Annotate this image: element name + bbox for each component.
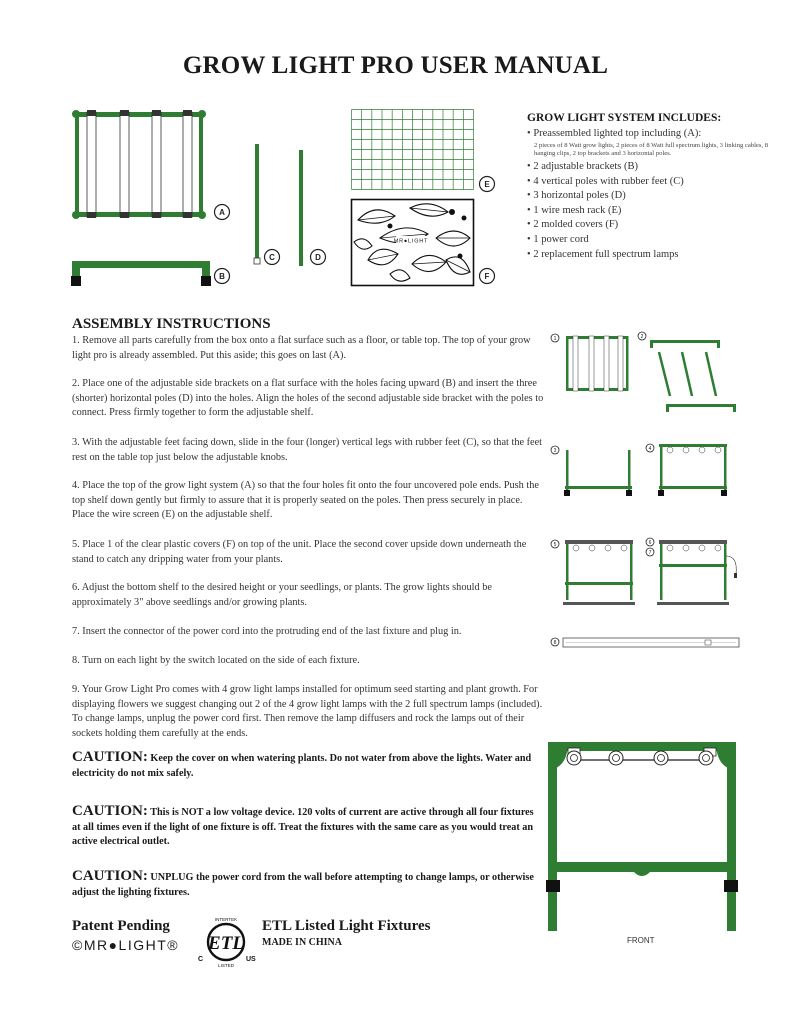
step-2-diagram bbox=[638, 332, 736, 412]
part-f-label: F bbox=[484, 272, 490, 281]
part-b-label: B bbox=[219, 272, 225, 281]
etl-listed-title: ETL Listed Light Fixtures bbox=[262, 918, 431, 934]
step-1: 1. Remove all parts carefully from the box onto a flat surface such as a floor, or table top. The top of your grow light pro is already assembled. Put this aside; this goes on last (A). bbox=[72, 335, 531, 361]
includes-item: • 1 wire mesh rack (E) bbox=[527, 204, 777, 219]
part-f-illustration bbox=[350, 198, 500, 290]
etl-center: ETL bbox=[208, 933, 244, 954]
part-a-label: A bbox=[219, 208, 225, 217]
etl-top: INTERTEK bbox=[214, 917, 238, 922]
cover-brand-text: MR●LIGHT bbox=[393, 238, 429, 245]
step-4: 4. Place the top of the grow light system (A) so that the four holes fit onto the four uncovered pole ends. Push the top shelf down gently but firmly to assure that it is properly seated on the poles. Then press securely in place. Place the wire screen (E) on the adjustable shelf. bbox=[72, 480, 539, 521]
made-in-text: MADE IN CHINA bbox=[262, 937, 342, 948]
page-title: GROW LIGHT PRO USER MANUAL bbox=[182, 52, 609, 79]
caution-word: CAUTION: bbox=[72, 868, 148, 884]
etl-listed-mark bbox=[196, 914, 260, 972]
assembly-heading: ASSEMBLY INSTRUCTIONS bbox=[72, 316, 271, 332]
step-6-7-diagram bbox=[646, 538, 737, 605]
front-label: FRONT bbox=[627, 936, 655, 945]
includes-item: • 4 vertical poles with rubber feet (C) bbox=[527, 175, 777, 190]
caution-1 bbox=[72, 750, 542, 781]
part-c-label: C bbox=[269, 253, 275, 262]
includes-item: • 2 molded covers (F) bbox=[527, 218, 777, 233]
includes-item: • 2 adjustable brackets (B) bbox=[527, 160, 777, 175]
part-e-illustration bbox=[350, 108, 500, 198]
brand-logo-text: ©MR●LIGHT® bbox=[72, 937, 180, 953]
caution-text: UNPLUG the power cord from the wall before attempting to change lamps, or otherwise adjust the lighting fixtures. bbox=[72, 872, 534, 898]
caution-text: Keep the cover on when watering plants. Do not water from above the lights. Water and electricity do not mix safely. bbox=[72, 753, 532, 779]
step-number: 7 bbox=[648, 550, 652, 556]
caution-3 bbox=[72, 869, 542, 900]
front-view-illustration bbox=[546, 740, 742, 936]
step-5-diagram bbox=[551, 540, 635, 605]
step-number: 6 bbox=[648, 540, 652, 546]
step-8: 8. Turn on each light by the switch located on the side of each fixture. bbox=[72, 655, 360, 666]
step-8-diagram bbox=[551, 638, 739, 647]
step-number: 8 bbox=[553, 640, 557, 646]
step-number: 2 bbox=[640, 334, 644, 340]
part-d-illustration bbox=[294, 146, 330, 270]
part-e-label: E bbox=[484, 180, 490, 189]
includes-item: • Preassembled lighted top including (A): bbox=[527, 127, 777, 142]
includes-subtext: 2 pieces of 8 Watt grow lights, 2 pieces of 8 Watt full spectrum lights, 3 linking cables, 8 hanging clips, 2 top brackets and 3 horizontal poles. bbox=[534, 141, 769, 157]
etl-bottom: LISTED bbox=[218, 963, 234, 968]
includes-item: • 3 horizontal poles (D) bbox=[527, 189, 777, 204]
step-number: 5 bbox=[553, 542, 557, 548]
step-3: 3. With the adjustable feet facing down, slide in the four (longer) vertical legs with rubber feet (C), so that the feet rest on the table top just below the adjustable knobs. bbox=[72, 437, 543, 463]
part-b-illustration bbox=[70, 258, 240, 288]
step-2: 2. Place one of the adjustable side brackets on a flat surface with the holes facing upward (B) and insert the three (shorter) horizontal poles (D) into the holes. Align the holes of the second adjustable side bracket with the poles to connect. Press firmly together to form the adjustable shelf. bbox=[72, 378, 544, 419]
includes-item: • 2 replacement full spectrum lamps bbox=[527, 248, 777, 263]
caution-2 bbox=[72, 804, 542, 850]
step-number: 3 bbox=[553, 448, 557, 454]
etl-us: US bbox=[246, 956, 256, 963]
step-number: 4 bbox=[648, 446, 652, 452]
includes-item: • 1 power cord bbox=[527, 233, 777, 248]
step-4-diagram bbox=[646, 444, 727, 496]
step-illustrations bbox=[546, 330, 746, 660]
part-a-illustration bbox=[70, 108, 240, 228]
step-number: 1 bbox=[553, 336, 557, 342]
includes-heading: GROW LIGHT SYSTEM INCLUDES: bbox=[527, 112, 722, 124]
etl-c: C bbox=[198, 956, 204, 963]
part-d-label: D bbox=[315, 253, 321, 262]
step-5: 5. Place 1 of the clear plastic covers (F) on top of the unit. Place the second cover upside down underneath the stand to catch any dripping water from your plants. bbox=[72, 539, 527, 565]
step-9: 9. Your Grow Light Pro comes with 4 grow light lamps installed for optimum seed starting and plant growth. For displaying flowers we suggest changing out 2 of the 4 grow light lamps with the 2 full spectrum lamps (included). To change lamps, unplug the power cord first. Then remove the lamp diffusers and rock the lamps out of their sockets holding them carefully at the ends. bbox=[72, 684, 543, 740]
patent-text: Patent Pending bbox=[72, 918, 170, 934]
caution-word: CAUTION: bbox=[72, 803, 148, 819]
caution-word: CAUTION: bbox=[72, 749, 148, 765]
step-3-diagram bbox=[551, 446, 632, 496]
step-7: 7. Insert the connector of the power cord into the protruding end of the last fixture and plug in. bbox=[72, 626, 462, 637]
caution-text: This is NOT a low voltage device. 120 volts of current are active through all four fixtures at all times even if the light of one fixture is off. Treat the fixtures with the same care as you would treat an active electrical outlet. bbox=[72, 807, 534, 847]
step-1-diagram bbox=[551, 334, 629, 391]
part-c-illustration bbox=[250, 140, 286, 270]
step-6: 6. Adjust the bottom shelf to the desired height or your seedlings, or plants. The grow lights should be approximately 3" above seedlings and/or growing plants. bbox=[72, 582, 492, 608]
includes-list bbox=[527, 127, 777, 262]
